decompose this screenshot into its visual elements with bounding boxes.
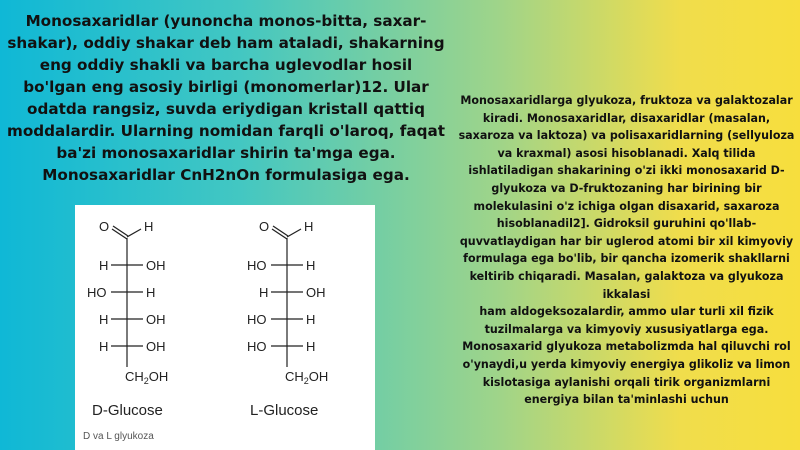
l-c4-h: H	[306, 312, 316, 327]
figure-caption: D va L glyukoza	[83, 431, 154, 442]
d-c4-h: H	[99, 312, 109, 327]
d-c2-oh: OH	[146, 258, 166, 273]
d-c3-ho: HO	[87, 285, 107, 300]
d-ch2oh: $CH_2OH$	[125, 369, 169, 386]
d-c3-h: H	[146, 285, 156, 300]
d-aldehyde-o: O	[99, 219, 110, 234]
l-aldehyde-h: H	[304, 219, 314, 234]
d-aldehyde-h: H	[144, 219, 154, 234]
l-c5-ho: HO	[247, 339, 267, 354]
glucose-figure	[75, 205, 375, 450]
left-paragraph: Monosaxaridlar (yunoncha monos-bitta, saxar-shakar), oddiy shakar deb ham ataladi, shakarning eng oddiy shakli va barcha uglevodlar hosil bo'lgan eng asosiy birligi (monomerlar)12. Ular odatda rangsiz, suvda eriydigan kristall qattiq moddalardir. Ularning nomidan farqli o'laroq, faqat ba'zi monosaxaridlar shirin ta'mga ega. Monosaxaridlar CnH2nOn formulasiga ega.	[7, 12, 445, 184]
d-c4-oh: OH	[146, 312, 166, 327]
l-ch2oh: $CH_2OH$	[285, 369, 329, 386]
d-glucose-label: D-Glucose	[92, 402, 163, 419]
l-c5-h: H	[306, 339, 316, 354]
l-aldehyde-o: O	[259, 219, 270, 234]
l-c4-ho: HO	[247, 312, 267, 327]
d-c5-h: H	[99, 339, 109, 354]
d-c5-oh: OH	[146, 339, 166, 354]
l-c3-oh: OH	[306, 285, 326, 300]
l-c2-ho: HO	[247, 258, 267, 273]
l-c2-h: H	[306, 258, 316, 273]
l-glucose-label: L-Glucose	[250, 402, 319, 419]
l-c3-h: H	[259, 285, 269, 300]
right-paragraph: Monosaxaridlarga glyukoza, fruktoza va galaktozalar kiradi. Monosaxaridlar, disaxaridlar (masalan, saxaroza va laktoza) va polisaxaridlarning (sellyuloza va kraxmal) asosi hisoblanadi. Xalq tilida ishlatiladigan shakarining o'zi ikki monosaxarid D-glyukoza va D-fruktozaning har birining bir molekulasini o'z ichiga olgan disaxarid, saxaroza hisoblanadil2]. Gidroksil guruhini qo'llab-quvvatlaydigan har bir uglerod atomi bir xil kimyoviy formulaga ega bo'lib, bir qancha izomerik shakllarni keltirib chiqaradi. Masalan, galaktoza va glyukoza ikkalasi ham aldogeksozalardir, ammo ular turli xil fizik tuzilmalarga va kimyoviy xususiyatlarga ega. Monosaxarid glyukoza metabolizmda hal qiluvchi rol o'ynaydi,u yerda kimyoviy energiya glikoliz va limon kislotasiga aylanishi orqali tirik organizmlarni energiya bilan ta'minlashi uchun	[458, 94, 795, 407]
d-c2-h: H	[99, 258, 109, 273]
